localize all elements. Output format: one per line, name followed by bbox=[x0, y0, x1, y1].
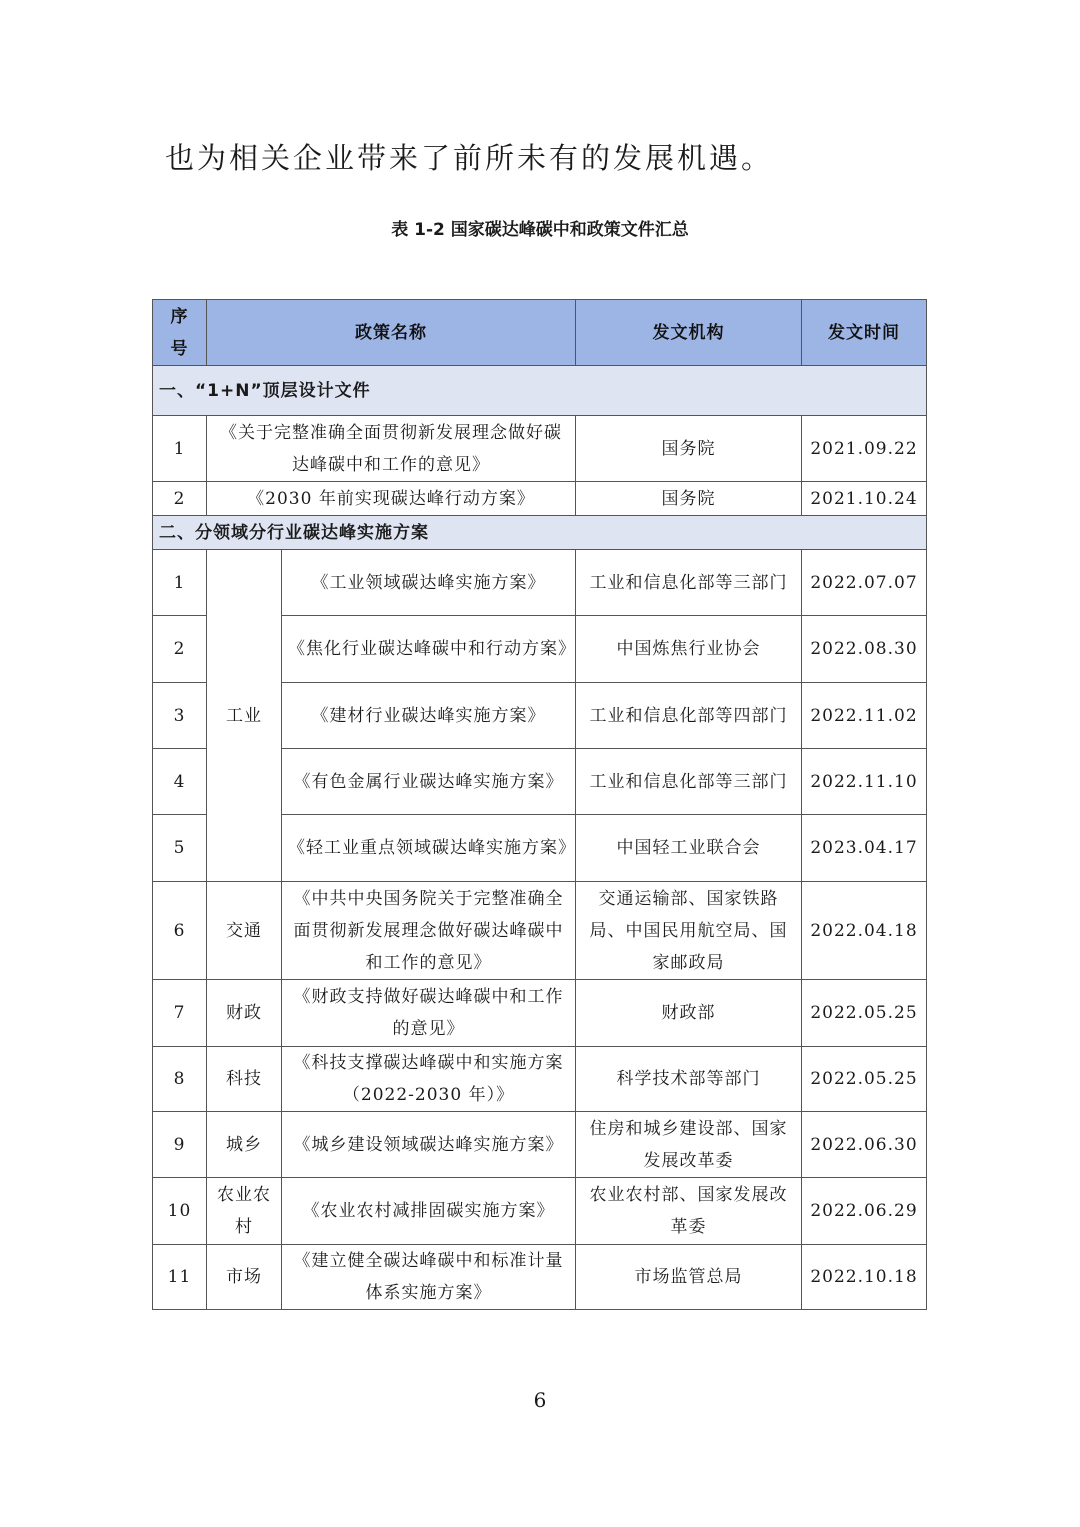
cell-agency: 国务院 bbox=[576, 482, 802, 516]
cell-date: 2022.10.18 bbox=[802, 1245, 927, 1310]
page-number: 6 bbox=[533, 1388, 547, 1412]
cell-seq: 11 bbox=[153, 1245, 207, 1310]
table-row bbox=[153, 1178, 927, 1245]
cell-agency: 工业和信息化部等三部门 bbox=[576, 550, 802, 616]
cell-seq: 10 bbox=[153, 1178, 207, 1245]
cell-policy-name: 《工业领域碳达峰实施方案》 bbox=[282, 550, 576, 616]
table-row bbox=[153, 882, 927, 980]
cell-agency: 科学技术部等部门 bbox=[576, 1047, 802, 1112]
table-row bbox=[153, 1112, 927, 1178]
cell-agency: 中国轻工业联合会 bbox=[576, 815, 802, 882]
table-row bbox=[153, 980, 927, 1047]
cell-seq: 6 bbox=[153, 882, 207, 980]
table-row bbox=[153, 1047, 927, 1112]
table-row bbox=[153, 416, 927, 482]
table-row bbox=[153, 1245, 927, 1310]
cell-agency: 农业农村部、国家发展改革委 bbox=[576, 1178, 802, 1245]
cell-date: 2022.08.30 bbox=[802, 616, 927, 683]
table-row bbox=[153, 482, 927, 516]
intro-paragraph: 也为相关企业带来了前所未有的发展机遇。 bbox=[165, 141, 774, 175]
cell-policy-name: 《焦化行业碳达峰碳中和行动方案》 bbox=[282, 616, 576, 683]
cell-seq: 8 bbox=[153, 1047, 207, 1112]
header-date: 发文时间 bbox=[802, 300, 927, 366]
cell-policy-name: 《城乡建设领域碳达峰实施方案》 bbox=[282, 1112, 576, 1178]
cell-seq: 2 bbox=[153, 482, 207, 516]
cell-seq: 7 bbox=[153, 980, 207, 1047]
cell-seq: 2 bbox=[153, 616, 207, 683]
cell-date: 2022.07.07 bbox=[802, 550, 927, 616]
section-title-1: 一、“1+N”顶层设计文件 bbox=[153, 366, 927, 416]
header-policy-name: 政策名称 bbox=[207, 300, 576, 366]
cell-field: 农业农村 bbox=[207, 1178, 282, 1245]
cell-field: 交通 bbox=[207, 882, 282, 980]
cell-date: 2022.06.30 bbox=[802, 1112, 927, 1178]
cell-date: 2022.06.29 bbox=[802, 1178, 927, 1245]
cell-policy-name: 《建立健全碳达峰碳中和标准计量体系实施方案》 bbox=[282, 1245, 576, 1310]
cell-field: 城乡 bbox=[207, 1112, 282, 1178]
cell-agency: 市场监管总局 bbox=[576, 1245, 802, 1310]
table-row bbox=[153, 550, 927, 616]
cell-policy-name: 《轻工业重点领域碳达峰实施方案》 bbox=[282, 815, 576, 882]
cell-date: 2022.11.02 bbox=[802, 683, 927, 749]
cell-policy-name: 《中共中央国务院关于完整准确全面贯彻新发展理念做好碳达峰碳中和工作的意见》 bbox=[282, 882, 576, 980]
cell-seq: 5 bbox=[153, 815, 207, 882]
cell-seq: 3 bbox=[153, 683, 207, 749]
section-title-2: 二、分领域分行业碳达峰实施方案 bbox=[153, 516, 927, 550]
cell-policy-name: 《科技支撑碳达峰碳中和实施方案（2022-2030 年）》 bbox=[282, 1047, 576, 1112]
cell-policy-name: 《有色金属行业碳达峰实施方案》 bbox=[282, 749, 576, 815]
cell-agency: 工业和信息化部等四部门 bbox=[576, 683, 802, 749]
cell-seq: 1 bbox=[153, 416, 207, 482]
cell-date: 2021.09.22 bbox=[802, 416, 927, 482]
cell-field: 市场 bbox=[207, 1245, 282, 1310]
cell-seq: 4 bbox=[153, 749, 207, 815]
cell-field-industry: 工业 bbox=[207, 550, 282, 882]
cell-policy-name: 《建材行业碳达峰实施方案》 bbox=[282, 683, 576, 749]
cell-agency: 住房和城乡建设部、国家发展改革委 bbox=[576, 1112, 802, 1178]
cell-date: 2021.10.24 bbox=[802, 482, 927, 516]
header-agency: 发文机构 bbox=[576, 300, 802, 366]
cell-agency: 财政部 bbox=[576, 980, 802, 1047]
cell-date: 2022.05.25 bbox=[802, 980, 927, 1047]
cell-agency: 中国炼焦行业协会 bbox=[576, 616, 802, 683]
cell-agency: 国务院 bbox=[576, 416, 802, 482]
cell-policy-name: 《农业农村减排固碳实施方案》 bbox=[282, 1178, 576, 1245]
cell-policy-name: 《财政支持做好碳达峰碳中和工作的意见》 bbox=[282, 980, 576, 1047]
cell-policy-name: 《2030 年前实现碳达峰行动方案》 bbox=[207, 482, 576, 516]
cell-agency: 交通运输部、国家铁路局、中国民用航空局、国家邮政局 bbox=[576, 882, 802, 980]
cell-date: 2022.11.10 bbox=[802, 749, 927, 815]
cell-seq: 9 bbox=[153, 1112, 207, 1178]
cell-date: 2023.04.17 bbox=[802, 815, 927, 882]
cell-field: 财政 bbox=[207, 980, 282, 1047]
cell-date: 2022.05.25 bbox=[802, 1047, 927, 1112]
cell-field: 科技 bbox=[207, 1047, 282, 1112]
cell-agency: 工业和信息化部等三部门 bbox=[576, 749, 802, 815]
policy-table bbox=[152, 299, 927, 1310]
cell-date: 2022.04.18 bbox=[802, 882, 927, 980]
cell-policy-name: 《关于完整准确全面贯彻新发展理念做好碳达峰碳中和工作的意见》 bbox=[207, 416, 576, 482]
table-caption: 表 1-2 国家碳达峰碳中和政策文件汇总 bbox=[391, 220, 689, 240]
cell-seq: 1 bbox=[153, 550, 207, 616]
header-seq: 序号 bbox=[153, 300, 207, 366]
